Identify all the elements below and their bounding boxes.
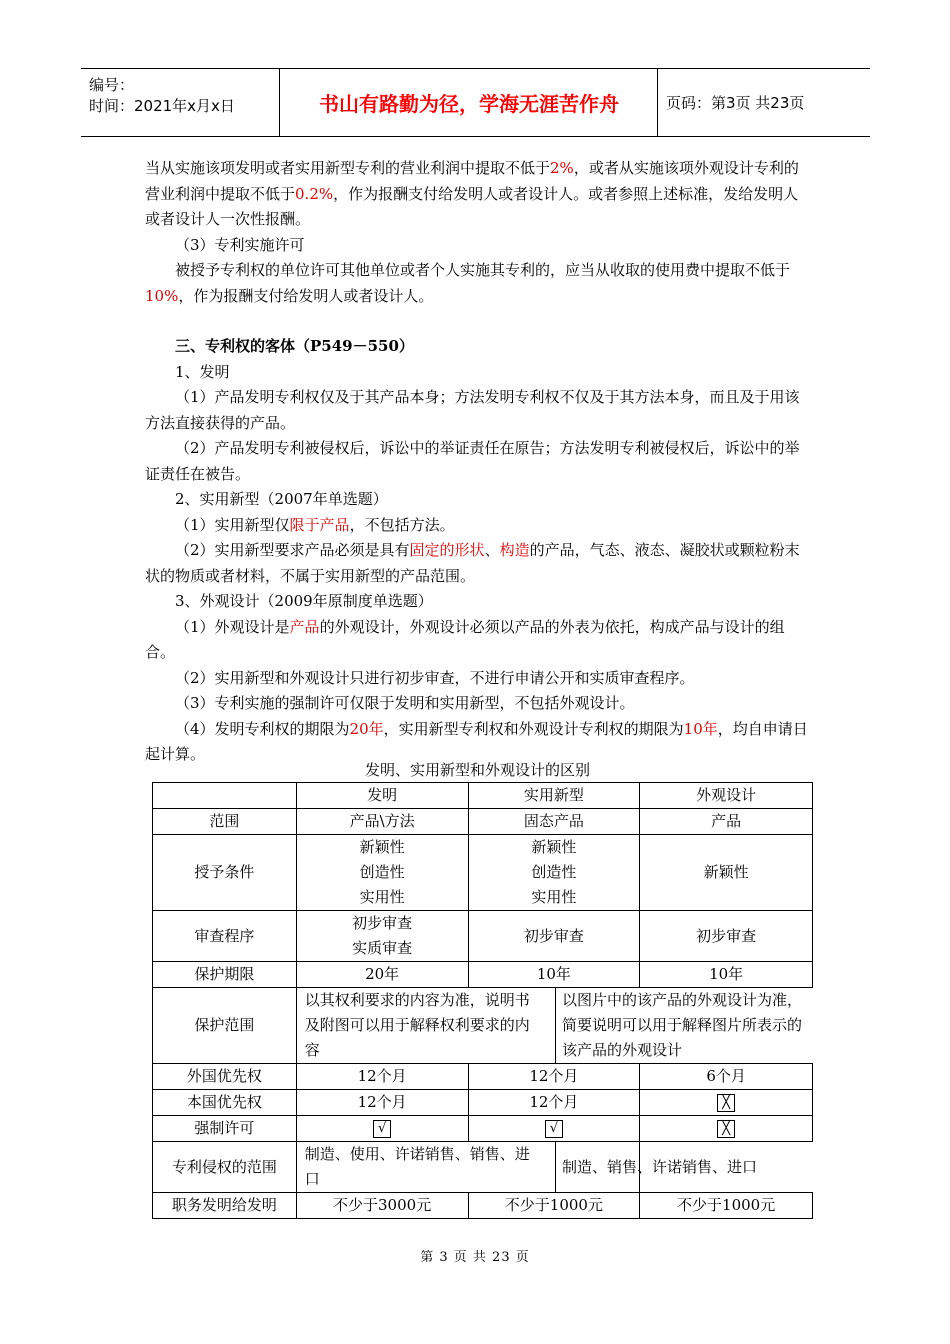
header-number: 编号： [89, 76, 135, 94]
paragraph: （1）外观设计是产品的外观设计，外观设计必须以产品的外表为依托，构成产品与设计的组合。 [145, 617, 785, 661]
paragraph: 1、发明 [175, 362, 230, 381]
paragraph: （2）实用新型和外观设计只进行初步审查，不进行申请公开和实质审查程序。 [175, 668, 695, 687]
page-footer: 第 3 页 共 23 页 [420, 1250, 530, 1265]
column-header: 发明 [296, 783, 468, 809]
table-row: 授予条件 新颖性 创造性 实用性 新颖性 创造性 实用性 新颖性 [153, 835, 813, 911]
protection-right-text: 以图片中的该产品的外观设计为准，简要说明可以用于解释图片所表示的该产品的外观设计 [555, 988, 812, 1064]
paragraph: （2）实用新型要求产品必须是具有固定的形状、构造的产品，气态、液态、凝胶状或颗粒粉末状的物质或者材料，不属于实用新型的产品范围。 [145, 541, 800, 585]
paragraph: （3）专利实施的强制许可仅限于发明和实用新型，不包括外观设计。 [175, 694, 635, 712]
column-header: 外观设计 [640, 783, 813, 809]
header-meta [81, 69, 280, 136]
header-time: 时间：2021年x月x日 [89, 97, 235, 115]
paragraph: （4）发明专利权的期限为20年，实用新型专利权和外观设计专利权的期限为10年，均自申请日起计算。 [145, 719, 808, 763]
header-page-code: 页码：第3页 共23页 [666, 94, 805, 112]
paragraph: （3）专利实施许可 [175, 235, 305, 254]
page-header [81, 68, 870, 137]
infringement-right-text: 制造、销售、许诺销售、进口 [555, 1142, 812, 1193]
table-row: 审查程序 初步审查 实质审查 初步审查 初步审查 [153, 911, 813, 962]
paragraph: 被授予专利权的单位许可其他单位或者个人实施其专利的，应当从收取的使用费中提取不低于10%，作为报酬支付给发明人或者设计人。 [145, 261, 791, 305]
check-box-icon: √ [373, 1120, 391, 1138]
paragraph: 2、实用新型（2007年单选题） [175, 490, 388, 508]
paragraph: 当从实施该项发明或者实用新型专利的营业利润中提取不低于2%，或者从实施该项外观设计专利的营业利润中提取不低于0.2%，作为报酬支付给发明人或者设计人。或者参照上述标准，发给发明人或者设计人一次性报酬。 [145, 159, 799, 228]
paragraph: （1）实用新型仅限于产品，不包括方法。 [175, 515, 455, 534]
section-title: 三、专利权的客体（P549－550） [175, 337, 414, 355]
paragraph: （1）产品发明专利权仅及于其产品本身；方法发明专利权不仅及于其方法本身，而且及于用该方法直接获得的产品。 [145, 388, 800, 432]
column-header: 实用新型 [468, 783, 640, 809]
table-row: 专利侵权的范围 制造、使用、许诺销售、销售、进口 [153, 1142, 813, 1193]
header-motto: 书山有路勤为径，学海无涯苦作舟 [281, 69, 658, 136]
table-row: 范围 产品\方法 固态产品 产品 [153, 809, 813, 835]
table-row [153, 783, 813, 809]
document-body [145, 156, 810, 768]
table-row: 本国优先权 12个月 12个月 ╳ [153, 1090, 813, 1116]
paragraph: （2）产品发明专利被侵权后，诉讼中的举证责任在原告；方法发明专利被侵权后，诉讼中的举证责任在被告。 [145, 439, 800, 483]
table-row: 保护期限 20年 10年 10年 [153, 962, 813, 988]
check-box-icon: √ [545, 1120, 563, 1138]
cross-box-icon: ╳ [717, 1120, 735, 1138]
paragraph: 3、外观设计（2009年原制度单选题） [175, 592, 433, 610]
table-row: 强制许可 √ √ ╳ [153, 1116, 813, 1142]
table-caption: 发明、实用新型和外观设计的区别 [364, 761, 590, 779]
table-row: 外国优先权 12个月 12个月 6个月 [153, 1064, 813, 1090]
cross-box-icon: ╳ [717, 1094, 735, 1112]
table-row: 职务发明给发明 不少于3000元 不少于1000元 不少于1000元 [153, 1193, 813, 1219]
table-row: 保护范围 以其权利要求的内容为准，说明书及附图可以用于解释权利要求的内容 [153, 988, 813, 1064]
